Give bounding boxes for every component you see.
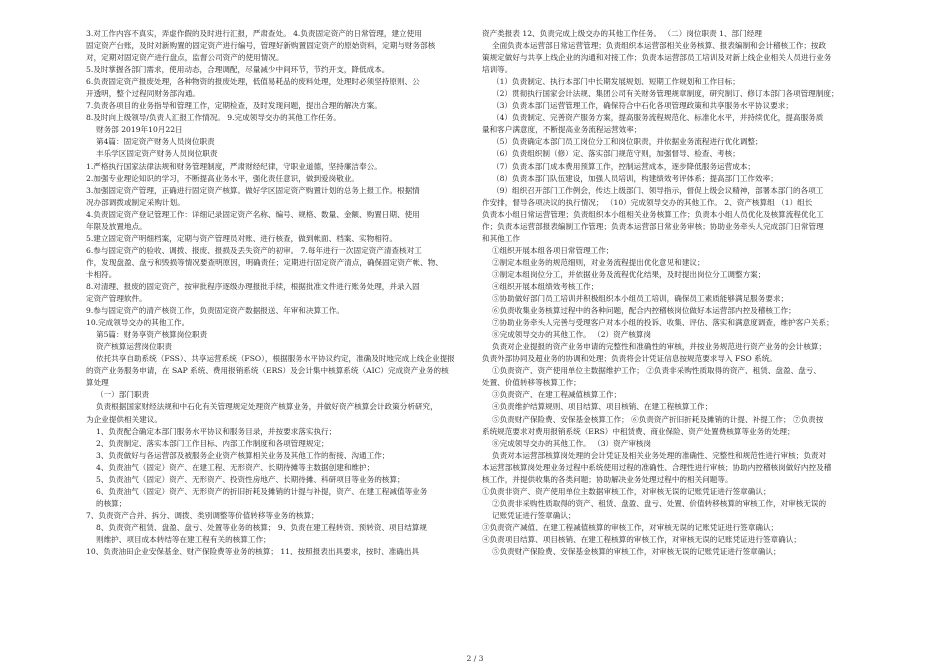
text-line: 作；负责本运营部报表编制工作管理；负责本运营部日常业务审核；协助业务牵头人完成部门日常管理 — [482, 221, 824, 231]
text-line: 年限及放置地点。 — [86, 221, 147, 231]
text-line: （2）贯彻执行国家会计法规、集团公司有关财务管理规章制度，研究制订、修订本部门各项管理制度； — [492, 89, 839, 99]
text-line: ⑥负责收集业务核算过程中的各种问题，配合内控稽核岗位做好本运营部内控及稽核工作； — [492, 306, 796, 316]
text-line: ⑤协助做好部门员工培训并积极组织本小组员工培训，确保员工素质能够满足服务要求； — [492, 294, 789, 304]
text-line: 记账凭证进行签章确认； — [492, 510, 576, 520]
text-line: 负责根据国家财经法规和中石化有关管理规定处理资产核算业务，并做好资产核算会计政策分析研究， — [96, 402, 438, 412]
text-line: 作，发现盘盈、盘亏和毁损等情况要查明原因，明确责任；定期进行固定资产清点，确保固定资产帐、物、 — [86, 257, 443, 267]
text-line: 和其他工作 — [482, 233, 520, 243]
text-line: ②制定本组业务的规范细则，对业务流程提出优化意见和建议； — [492, 257, 705, 267]
text-line: 固定资产台账，及时对新购置的固定资产进行编号，管理好新购置固定资产的原始资料，定期与财务部核 — [86, 41, 436, 51]
text-line: 8.对清理、报废的固定资产，按审批程序逐级办理报批手续，根据批准文件进行账务处理，并录入固 — [86, 281, 420, 291]
text-line: 核工作，并提供收集的各类问题；协助解决业务处理过程中的相关问题等。 — [482, 474, 733, 484]
text-line: ⑧完成领导交办的其他工作。 （2）资产核算岗 — [492, 330, 652, 340]
text-line: ④负责项目结算、项目核销、在建工程核算的审核工作，对审核无误的记账凭证进行签章确认； — [482, 534, 801, 544]
text-line: 资产类报表 12、负责完成上级交办的其他工作任务。 （二）岗位职责 1、部门经理 — [482, 29, 762, 38]
text-line: 10.完成领导交办的其他工作。 — [86, 318, 190, 328]
text-line: 依托共享自助系统（FSS）、共享运营系统（FSO），根据服务水平协议约定，准确及时地完成上线企业提报 — [96, 354, 455, 364]
text-line: （9）组织召开部门工作例会，传达上级部门、领导指示，督促上级会议精神，部署本部门的各项工 — [492, 185, 824, 195]
text-line: （8）负责本部门队伍建设，加强人员培训，构建绩效考评体系；提高部门工作效率； — [492, 173, 778, 183]
text-line: 策规定做好与共享上线企业的沟通和对接工作；负责本运营部员工培训及对新上线企业相关人员进行业务 — [482, 53, 832, 63]
text-line: 的核算； — [96, 498, 127, 508]
text-line: 3.对工作内容不真实，弄虚作假的及时进行汇报，严肃查处。 4.负责固定资产的日常管理，建立使用 — [86, 29, 422, 38]
text-line: 7.负责各项目的业务指导和管理工作，定期检查，及时发现问题，提出合理的解决方案。 — [86, 101, 382, 111]
text-line: 负责外部协同及超业务的协调和处理；负责将会计凭证信息按规范要求导入 FSO 系统。 — [482, 354, 777, 364]
text-line: 8.及时向上级领导/负责人汇报工作情况。 9.完成领导交办的其他工作任务。 — [86, 113, 341, 123]
text-line: 7、负责资产合并、拆分、调拨、类别调整等价值转移等业务的核算； — [86, 510, 319, 520]
text-line: ③制定本组岗位分工，并依据业务及流程优化结果，及时提出岗位分工调整方案； — [492, 269, 766, 279]
text-line: 卡相符。 — [86, 269, 117, 279]
text-line: 4.负责固定资产登记管理工作：详细记录固定资产名称、编号、规格、数量、金额、购置日期、使用 — [86, 209, 420, 219]
text-line: ①组织开展本组各项日常管理工作； — [492, 245, 614, 255]
text-line: 对，定期对固定资产进行盘点，监督公司资产的使用情况。 — [86, 53, 284, 63]
text-line: 第4篇：固定资产财务人员岗位职责 — [96, 137, 215, 147]
text-line: 培训等。 — [482, 65, 513, 75]
text-line: ①负责非资产、资产使用单位主数据审核工作，对审核无误的记账凭证进行签章确认； — [482, 486, 771, 496]
text-line: 为企业提供相关建议。 — [86, 414, 162, 424]
text-line: 作安排，督导各项决议的执行情况； （10）完成领导交办的其他工作。 2、资产核算组 （1）组长 — [482, 197, 813, 207]
text-line: 财务部 2019年10月22日 — [96, 125, 183, 135]
text-line: ⑤负责财产保险费、安保基金核算的审核工作，对审核无误的记账凭证进行签章确认； — [492, 547, 781, 557]
text-line: ③负责资产、在建工程减值核算工作； — [492, 390, 622, 400]
text-line: （1）负责制定、执行本部门中长期发展规划、短期工作规划和工作目标； — [492, 77, 740, 87]
text-line: 第5篇：财务享资产核算岗位职责 — [96, 330, 208, 340]
text-line: ③负责资产减值、在建工程减值核算的审核工作，对审核无误的记账凭证进行签章确认； — [482, 522, 779, 532]
text-line: ④负责维护结算规则、项目结算、项目核销、在建工程核算工作； — [492, 402, 713, 412]
text-line: 8、负责资产租赁、盘盈、盘亏、处置等业务的核算； 9、负责在建工程转资、预转资、项目结算规 — [96, 522, 428, 532]
text-line: 丰乐学区固定资产财务人员岗位职责 — [96, 149, 218, 159]
text-line: （6）负责组织制（修）定、落实部门规范守则，加强督导、检查、考核； — [492, 149, 740, 159]
text-line: （5）负责确定本部门员工岗位分工和岗位职责，并依据业务流程进行优化调整； — [492, 137, 763, 147]
text-line: 4、负责油气（固定）资产、在建工程、无形资产、长期待摊等主数据创建和维护； — [96, 462, 375, 472]
text-line: 系统规范要求对费用报销系统（ERS）中租赁费、商业保险、资产处置费核算等业务的处理； — [482, 426, 795, 436]
text-line: 开透明，整个过程同财务部沟通。 — [86, 89, 200, 99]
text-line: （3）负责本部门运营管理工作，确保符合中石化各项管理政策和共享服务水平协议要求； — [492, 101, 793, 111]
text-line: 负责本小组日常运营管理；负责组织本小组相关业务核算工作；负责本小组人员优化及核算流程优化工 — [482, 209, 824, 219]
text-line: 6、负责油气（固定）资产、无形资产的折旧折耗及摊销的计提与补提，资产、在建工程减值等业务 — [96, 486, 428, 496]
left-column — [86, 28, 490, 558]
text-line: 3、负责做好与各运营部及被服务企业资产核算相关业务及其他工作的衔接、沟通工作； — [96, 450, 390, 460]
text-line: 5.及时掌握各部门需求，使用动态，合理调配，尽量减少中间环节，节约开支，降低成本。 — [86, 65, 390, 75]
text-line: 负责对本运营部核算岗处理的会计凭证及相关业务处理的准确性、完整性和规范性进行审核；负责对 — [492, 450, 827, 460]
text-line: 2.加强专业理论知识的学习，不断提高业务水平，强化责任意识，做到爱岗敬业。 — [86, 173, 360, 183]
text-line: 则维护、项目成本转结等在建工程有关的核算工作； — [96, 534, 271, 544]
text-line: ②负责非采购性质取得的资产、租赁、盘盈、盘亏、处置、价值转移核算的审核工作，对审核无误的 — [492, 498, 827, 508]
text-line: 况办部调拨或制定采购计划。 — [86, 197, 185, 207]
text-line: 5、负责油气（固定）资产、无形资产、投资性房地产、长期待摊、科研项目等业务的核算； — [96, 474, 405, 484]
text-line: 1、负责配合确定本部门服务水平协议和服务目录，并按要求落实执行； — [96, 426, 337, 436]
text-line: （7）负责本部门成本费用预算工作，控制运营成本，逐步降低服务运营成本； — [492, 161, 756, 171]
text-line: ⑤负责财产保险费、安保基金核算工作； ⑥负责资产折旧折耗及摊销的计提、补提工作； ⑦负责按 — [492, 414, 824, 424]
text-line: 5.建立固定资产明细档案，定期与资产管理员对账、进行核查，做到帐面、档案、实物相符。 — [86, 233, 397, 243]
text-line: ⑧完成领导交办的其他工作。 （3）资产审核岗 — [492, 438, 652, 448]
text-line: 3.加强固定资产管理，正确进行固定资产核算。做好学区固定资产购置计划的总务上报工作。根据情 — [86, 185, 420, 195]
text-line: 2、负责制定、落实本部门工作目标、内部工作制度和各项管理规定； — [96, 438, 329, 448]
text-line: 资产核算运营岗位职责 — [96, 342, 172, 352]
text-line: 6.参与固定资产的验收、调拨、报废、报损及丢失资产的初审。 7.每年进行一次固定资产清查核对工 — [86, 245, 422, 255]
text-line: 全面负责本运营部日常运营管理；负责组织本运营部相关业务核算、报表编制和会计稽核工作；按政 — [492, 41, 827, 51]
text-line: 量和客户满意度，不断提高业务流程运营效率； — [482, 125, 642, 135]
text-line: （4）负责制定、完善资产服务方案，提高服务流程规范化、标准化水平，并持续优化，提高服务质 — [492, 113, 824, 123]
right-column — [482, 28, 860, 558]
text-line: 的资产业务服务申请，在 SAP 系统、费用报销系统（ERS）及会计集中核算系统（AIC）完成资产业务的核 — [86, 366, 449, 376]
text-line: ④组织开展本组绩效考核工作； — [492, 281, 599, 291]
text-line: 负责对企业提报的资产业务申请的完整性和准确性的审核，并按业务规范进行资产业务的会计核算； — [492, 342, 827, 352]
text-line: ①负责资产、资产使用单位主数据维护工作； ②负责非采购性质取得的资产、租赁、盘盈、盘亏、 — [492, 366, 821, 376]
text-line: 本运营部核算岗处理业务过程中系统使用过程的准确性、合理性进行审核；协助内控稽核岗做好内控及稽 — [482, 462, 832, 472]
text-line: 9.参与固定资产的清产核资工作，负责固定资产数据报送、年审和决算工作。 — [86, 306, 344, 316]
text-line: 算处理 — [86, 378, 109, 388]
text-line: 处置、价值转移等核算工作； — [482, 378, 581, 388]
text-line: 1.严格执行国家法律法规和财务管理制度，严肃财经纪律，守职业道德，坚持廉洁奉公。 — [86, 161, 382, 171]
page-number: 2 / 3 — [466, 654, 484, 663]
text-line: 6.负责固定资产报废处理，各种物资的报废处理，低值易耗品的废料处理，处理时必须坚持原则、公 — [86, 77, 420, 87]
text-line: 定资产管理软件。 — [86, 294, 147, 304]
text-line: 10、负责油田企业安保基金、财产保险费等业务的核算； 11、按照报表出具要求，按时、准确出具 — [86, 547, 420, 557]
text-line: （一）部门职责 — [96, 390, 150, 400]
text-line: ⑦协助业务牵头人完善与受理客户对本小组的投诉、收集、评估、落实和满意度调查，维护客户关系； — [492, 318, 834, 328]
